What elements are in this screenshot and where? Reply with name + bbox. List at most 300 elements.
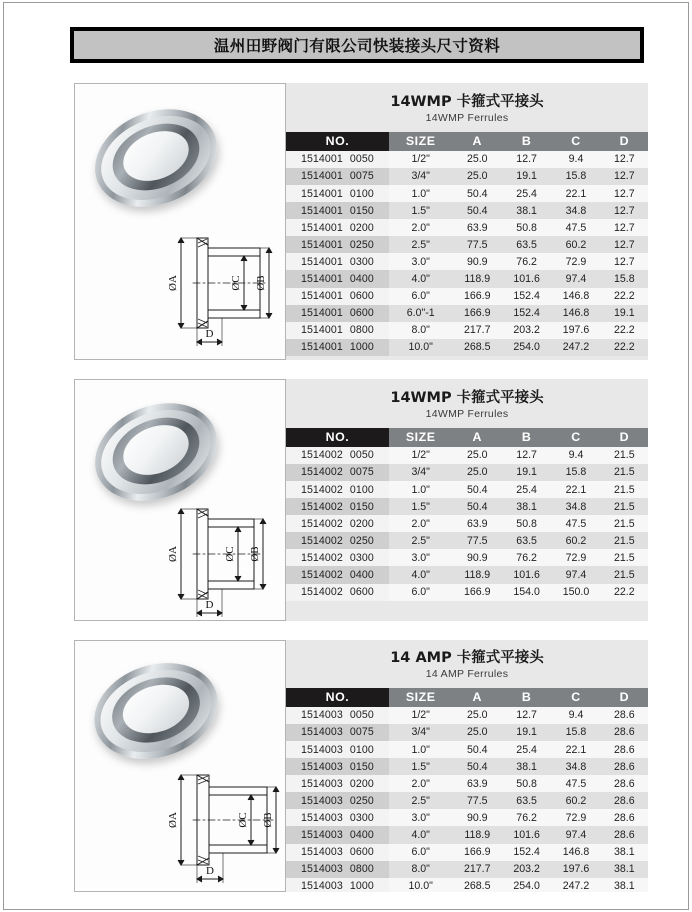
column-header-d: D bbox=[601, 688, 648, 707]
cell-a: 268.5 bbox=[453, 878, 502, 892]
cell-b: 101.6 bbox=[502, 826, 551, 843]
cell-size: 1.0" bbox=[389, 481, 453, 498]
part-number-prefix: 1514002 bbox=[300, 449, 343, 462]
part-number-prefix: 1514001 bbox=[300, 170, 343, 183]
part-number-suffix: 0050 bbox=[349, 449, 374, 462]
part-number-suffix: 0400 bbox=[349, 569, 374, 582]
column-header-a: A bbox=[453, 428, 502, 447]
cell-part-number bbox=[286, 464, 389, 481]
svg-text:D: D bbox=[205, 599, 214, 611]
cell-a: 25.0 bbox=[453, 151, 502, 168]
part-number-suffix: 0075 bbox=[349, 466, 374, 479]
table-row bbox=[286, 202, 648, 219]
product-section-1 bbox=[74, 83, 648, 360]
cell-b: 19.1 bbox=[502, 168, 551, 185]
cell-size: 1.5" bbox=[389, 758, 453, 775]
cell-c: 60.2 bbox=[551, 792, 600, 809]
part-number-suffix: 1000 bbox=[349, 341, 374, 354]
cell-b: 50.8 bbox=[502, 219, 551, 236]
cell-size: 2.0" bbox=[389, 219, 453, 236]
cell-d: 22.2 bbox=[601, 322, 648, 339]
cell-size: 6.0" bbox=[389, 584, 453, 601]
svg-text:ØB: ØB bbox=[249, 546, 261, 562]
part-number-prefix: 1514003 bbox=[300, 709, 343, 722]
part-number-suffix: 0600 bbox=[349, 290, 374, 303]
cell-size: 2.0" bbox=[389, 515, 453, 532]
ferrule-product-photo bbox=[85, 651, 235, 771]
section-title-cn: 14 AMP 卡箍式平接头 bbox=[390, 650, 544, 666]
cell-part-number bbox=[286, 878, 389, 892]
column-header-c: C bbox=[551, 428, 600, 447]
cell-a: 50.4 bbox=[453, 185, 502, 202]
cell-size: 1.0" bbox=[389, 185, 453, 202]
cell-d: 21.5 bbox=[601, 464, 648, 481]
cell-part-number bbox=[286, 707, 389, 724]
document-page bbox=[3, 2, 689, 910]
cell-size: 6.0" bbox=[389, 288, 453, 305]
part-number-suffix: 0250 bbox=[349, 794, 374, 807]
cell-size: 3/4" bbox=[389, 724, 453, 741]
cell-a: 50.4 bbox=[453, 498, 502, 515]
dimension-drawing bbox=[159, 761, 283, 889]
table-row bbox=[286, 775, 648, 792]
cell-d: 12.7 bbox=[601, 219, 648, 236]
part-number-suffix: 0075 bbox=[349, 726, 374, 739]
cell-c: 47.5 bbox=[551, 219, 600, 236]
ferrule-product-photo bbox=[85, 392, 235, 512]
table-row bbox=[286, 584, 648, 601]
cell-d: 38.1 bbox=[601, 861, 648, 878]
cell-b: 154.0 bbox=[502, 584, 551, 601]
cell-part-number bbox=[286, 826, 389, 843]
cell-b: 63.5 bbox=[502, 236, 551, 253]
table-row bbox=[286, 707, 648, 724]
table-row bbox=[286, 464, 648, 481]
column-header-a: A bbox=[453, 688, 502, 707]
part-number-suffix: 0100 bbox=[349, 483, 374, 496]
product-illustration-panel bbox=[74, 83, 286, 360]
cell-b: 76.2 bbox=[502, 549, 551, 566]
part-number-prefix: 1514001 bbox=[300, 204, 343, 217]
svg-text:ØA: ØA bbox=[167, 546, 179, 562]
cell-c: 72.9 bbox=[551, 809, 600, 826]
table-row bbox=[286, 270, 648, 287]
cell-d: 38.1 bbox=[601, 844, 648, 861]
cell-c: 60.2 bbox=[551, 532, 600, 549]
part-number-prefix: 1514001 bbox=[300, 255, 343, 268]
table-row bbox=[286, 236, 648, 253]
table-row bbox=[286, 724, 648, 741]
part-number-suffix: 0050 bbox=[349, 709, 374, 722]
part-number-prefix: 1514001 bbox=[300, 187, 343, 200]
table-row bbox=[286, 844, 648, 861]
svg-text:D: D bbox=[206, 865, 214, 877]
cell-size: 8.0" bbox=[389, 861, 453, 878]
table-row bbox=[286, 288, 648, 305]
column-header-size: SIZE bbox=[389, 688, 453, 707]
cell-a: 77.5 bbox=[453, 236, 502, 253]
cell-a: 77.5 bbox=[453, 792, 502, 809]
table-row bbox=[286, 878, 648, 892]
part-number-prefix: 1514003 bbox=[300, 777, 343, 790]
product-illustration-panel bbox=[74, 640, 286, 892]
svg-text:ØB: ØB bbox=[255, 275, 267, 291]
part-number-prefix: 1514003 bbox=[300, 760, 343, 773]
cell-b: 38.1 bbox=[502, 758, 551, 775]
cell-c: 150.0 bbox=[551, 584, 600, 601]
column-header-size: SIZE bbox=[389, 132, 453, 151]
cell-c: 97.4 bbox=[551, 826, 600, 843]
part-number-prefix: 1514003 bbox=[300, 829, 343, 842]
cell-size: 1/2" bbox=[389, 707, 453, 724]
cell-a: 90.9 bbox=[453, 549, 502, 566]
cell-a: 50.4 bbox=[453, 758, 502, 775]
cell-b: 12.7 bbox=[502, 151, 551, 168]
part-number-prefix: 1514002 bbox=[300, 534, 343, 547]
table-row bbox=[286, 498, 648, 515]
cell-d: 21.5 bbox=[601, 549, 648, 566]
part-number-prefix: 1514002 bbox=[300, 517, 343, 530]
part-number-suffix: 0400 bbox=[349, 829, 374, 842]
cell-size: 4.0" bbox=[389, 826, 453, 843]
cell-a: 217.7 bbox=[453, 861, 502, 878]
cell-part-number bbox=[286, 724, 389, 741]
part-number-prefix: 1514002 bbox=[300, 551, 343, 564]
part-number-suffix: 0100 bbox=[349, 743, 374, 756]
cell-d: 28.6 bbox=[601, 724, 648, 741]
spec-table-panel bbox=[286, 83, 648, 360]
table-header-row bbox=[286, 428, 648, 447]
cell-part-number bbox=[286, 775, 389, 792]
cell-d: 21.5 bbox=[601, 532, 648, 549]
cell-part-number bbox=[286, 339, 389, 356]
column-header-no: NO. bbox=[286, 428, 389, 447]
cell-c: 15.8 bbox=[551, 464, 600, 481]
table-row bbox=[286, 741, 648, 758]
section-heading bbox=[286, 379, 648, 422]
part-number-suffix: 0300 bbox=[349, 255, 374, 268]
part-number-suffix: 0800 bbox=[349, 863, 374, 876]
column-header-c: C bbox=[551, 688, 600, 707]
cell-d: 12.7 bbox=[601, 253, 648, 270]
specification-table bbox=[286, 132, 648, 356]
cell-d: 12.7 bbox=[601, 168, 648, 185]
ferrule-cross-section-drawing bbox=[159, 495, 283, 621]
part-number-suffix: 0150 bbox=[349, 760, 374, 773]
part-number-suffix: 0600 bbox=[349, 307, 374, 320]
cell-d: 21.5 bbox=[601, 566, 648, 583]
cell-c: 47.5 bbox=[551, 775, 600, 792]
cell-a: 25.0 bbox=[453, 168, 502, 185]
cell-b: 38.1 bbox=[502, 202, 551, 219]
cell-size: 10.0" bbox=[389, 878, 453, 892]
dimension-drawing bbox=[159, 224, 283, 352]
cell-b: 203.2 bbox=[502, 322, 551, 339]
cell-b: 12.7 bbox=[502, 447, 551, 464]
part-number-suffix: 0800 bbox=[349, 324, 374, 337]
cell-size: 1.0" bbox=[389, 741, 453, 758]
cell-d: 22.2 bbox=[601, 339, 648, 356]
column-header-d: D bbox=[601, 132, 648, 151]
cell-c: 72.9 bbox=[551, 549, 600, 566]
part-number-prefix: 1514003 bbox=[300, 863, 343, 876]
part-number-prefix: 1514001 bbox=[300, 153, 343, 166]
cell-c: 247.2 bbox=[551, 339, 600, 356]
cell-c: 9.4 bbox=[551, 151, 600, 168]
svg-text:ØC: ØC bbox=[224, 546, 236, 562]
cell-a: 50.4 bbox=[453, 202, 502, 219]
part-number-suffix: 0300 bbox=[349, 811, 374, 824]
cell-a: 118.9 bbox=[453, 826, 502, 843]
part-number-suffix: 0075 bbox=[349, 170, 374, 183]
cell-a: 217.7 bbox=[453, 322, 502, 339]
cell-d: 22.2 bbox=[601, 584, 648, 601]
column-header-no: NO. bbox=[286, 132, 389, 151]
cell-size: 3.0" bbox=[389, 253, 453, 270]
table-row bbox=[286, 322, 648, 339]
cell-b: 101.6 bbox=[502, 566, 551, 583]
section-title-en: 14WMP Ferrules bbox=[425, 112, 509, 125]
cell-part-number bbox=[286, 322, 389, 339]
cell-part-number bbox=[286, 202, 389, 219]
cell-part-number bbox=[286, 236, 389, 253]
cell-b: 203.2 bbox=[502, 861, 551, 878]
cell-size: 2.5" bbox=[389, 532, 453, 549]
cell-a: 166.9 bbox=[453, 305, 502, 322]
part-number-prefix: 1514003 bbox=[300, 743, 343, 756]
cell-size: 2.5" bbox=[389, 236, 453, 253]
cell-part-number bbox=[286, 447, 389, 464]
cell-part-number bbox=[286, 305, 389, 322]
table-row bbox=[286, 792, 648, 809]
cell-b: 254.0 bbox=[502, 339, 551, 356]
cell-size: 3/4" bbox=[389, 464, 453, 481]
ferrule-cross-section-drawing bbox=[159, 224, 283, 352]
table-row bbox=[286, 305, 648, 322]
part-number-suffix: 1000 bbox=[349, 880, 374, 892]
cell-c: 146.8 bbox=[551, 288, 600, 305]
table-row bbox=[286, 219, 648, 236]
cell-d: 15.8 bbox=[601, 270, 648, 287]
part-number-prefix: 1514001 bbox=[300, 273, 343, 286]
cell-b: 25.4 bbox=[502, 481, 551, 498]
cell-size: 4.0" bbox=[389, 270, 453, 287]
cell-d: 28.6 bbox=[601, 741, 648, 758]
svg-text:ØA: ØA bbox=[167, 812, 179, 828]
table-row bbox=[286, 339, 648, 356]
cell-c: 97.4 bbox=[551, 270, 600, 287]
cell-part-number bbox=[286, 861, 389, 878]
specification-table bbox=[286, 428, 648, 601]
cell-part-number bbox=[286, 481, 389, 498]
cell-a: 77.5 bbox=[453, 532, 502, 549]
spec-table-panel bbox=[286, 640, 648, 892]
part-number-prefix: 1514002 bbox=[300, 586, 343, 599]
table-row bbox=[286, 481, 648, 498]
cell-c: 34.8 bbox=[551, 498, 600, 515]
cell-c: 146.8 bbox=[551, 305, 600, 322]
table-row bbox=[286, 758, 648, 775]
cell-a: 166.9 bbox=[453, 288, 502, 305]
cell-b: 152.4 bbox=[502, 844, 551, 861]
cell-a: 118.9 bbox=[453, 270, 502, 287]
part-number-suffix: 0150 bbox=[349, 500, 374, 513]
part-number-prefix: 1514003 bbox=[300, 880, 343, 892]
cell-d: 28.6 bbox=[601, 707, 648, 724]
cell-size: 1/2" bbox=[389, 447, 453, 464]
cell-b: 50.8 bbox=[502, 515, 551, 532]
cell-c: 15.8 bbox=[551, 168, 600, 185]
cell-part-number bbox=[286, 792, 389, 809]
cell-part-number bbox=[286, 270, 389, 287]
cell-c: 9.4 bbox=[551, 707, 600, 724]
cell-c: 22.1 bbox=[551, 481, 600, 498]
cell-c: 197.6 bbox=[551, 322, 600, 339]
product-section-3 bbox=[74, 640, 648, 892]
page-title: 温州田野阀门有限公司快装接头尺寸资料 bbox=[213, 37, 501, 55]
cell-a: 90.9 bbox=[453, 253, 502, 270]
dimension-drawing bbox=[159, 495, 283, 621]
cell-d: 28.6 bbox=[601, 809, 648, 826]
cell-part-number bbox=[286, 844, 389, 861]
cell-b: 152.4 bbox=[502, 305, 551, 322]
column-header-b: B bbox=[502, 428, 551, 447]
part-number-prefix: 1514001 bbox=[300, 290, 343, 303]
cell-d: 21.5 bbox=[601, 481, 648, 498]
table-row bbox=[286, 826, 648, 843]
cell-d: 12.7 bbox=[601, 185, 648, 202]
part-number-prefix: 1514001 bbox=[300, 341, 343, 354]
cell-d: 19.1 bbox=[601, 305, 648, 322]
cell-a: 166.9 bbox=[453, 584, 502, 601]
cell-b: 63.5 bbox=[502, 532, 551, 549]
cell-size: 1/2" bbox=[389, 151, 453, 168]
cell-c: 22.1 bbox=[551, 741, 600, 758]
product-section-2 bbox=[74, 379, 648, 621]
table-row bbox=[286, 168, 648, 185]
table-row bbox=[286, 447, 648, 464]
part-number-suffix: 0600 bbox=[349, 586, 374, 599]
cell-a: 50.4 bbox=[453, 481, 502, 498]
cell-d: 12.7 bbox=[601, 202, 648, 219]
part-number-suffix: 0150 bbox=[349, 204, 374, 217]
part-number-prefix: 1514001 bbox=[300, 324, 343, 337]
table-row bbox=[286, 809, 648, 826]
cell-c: 60.2 bbox=[551, 236, 600, 253]
cell-d: 38.1 bbox=[601, 878, 648, 892]
table-row bbox=[286, 253, 648, 270]
spec-table-panel bbox=[286, 379, 648, 621]
cell-b: 19.1 bbox=[502, 724, 551, 741]
cell-part-number bbox=[286, 219, 389, 236]
cell-size: 6.0"-1 bbox=[389, 305, 453, 322]
ferrule-product-photo bbox=[85, 98, 235, 218]
cell-c: 146.8 bbox=[551, 844, 600, 861]
svg-text:ØC: ØC bbox=[230, 275, 242, 291]
table-row bbox=[286, 151, 648, 168]
cell-size: 8.0" bbox=[389, 322, 453, 339]
part-number-prefix: 1514001 bbox=[300, 238, 343, 251]
section-title-en: 14 AMP Ferrules bbox=[425, 668, 509, 681]
column-header-size: SIZE bbox=[389, 428, 453, 447]
cell-part-number bbox=[286, 584, 389, 601]
cell-a: 166.9 bbox=[453, 844, 502, 861]
cell-d: 28.6 bbox=[601, 758, 648, 775]
section-heading bbox=[286, 640, 648, 682]
part-number-prefix: 1514002 bbox=[300, 500, 343, 513]
cell-size: 2.0" bbox=[389, 775, 453, 792]
column-header-d: D bbox=[601, 428, 648, 447]
cell-b: 50.8 bbox=[502, 775, 551, 792]
cell-part-number bbox=[286, 758, 389, 775]
cell-d: 28.6 bbox=[601, 775, 648, 792]
cell-a: 90.9 bbox=[453, 809, 502, 826]
table-header-row bbox=[286, 132, 648, 151]
part-number-suffix: 0200 bbox=[349, 221, 374, 234]
part-number-suffix: 0400 bbox=[349, 273, 374, 286]
cell-c: 197.6 bbox=[551, 861, 600, 878]
cell-b: 38.1 bbox=[502, 498, 551, 515]
table-row bbox=[286, 549, 648, 566]
part-number-prefix: 1514002 bbox=[300, 569, 343, 582]
cell-b: 152.4 bbox=[502, 288, 551, 305]
cell-c: 15.8 bbox=[551, 724, 600, 741]
cell-b: 76.2 bbox=[502, 809, 551, 826]
cell-part-number bbox=[286, 151, 389, 168]
cell-d: 28.6 bbox=[601, 792, 648, 809]
part-number-suffix: 0200 bbox=[349, 777, 374, 790]
cell-b: 63.5 bbox=[502, 792, 551, 809]
cell-a: 118.9 bbox=[453, 566, 502, 583]
cell-b: 76.2 bbox=[502, 253, 551, 270]
cell-d: 28.6 bbox=[601, 826, 648, 843]
cell-c: 47.5 bbox=[551, 515, 600, 532]
section-heading bbox=[286, 83, 648, 126]
part-number-prefix: 1514002 bbox=[300, 466, 343, 479]
column-header-no: NO. bbox=[286, 688, 389, 707]
cell-b: 101.6 bbox=[502, 270, 551, 287]
cell-a: 63.9 bbox=[453, 219, 502, 236]
cell-d: 12.7 bbox=[601, 236, 648, 253]
table-row bbox=[286, 566, 648, 583]
ferrule-cross-section-drawing bbox=[159, 761, 283, 889]
cell-d: 21.5 bbox=[601, 515, 648, 532]
table-header-row bbox=[286, 688, 648, 707]
section-title-cn: 14WMP 卡箍式平接头 bbox=[390, 94, 544, 110]
cell-c: 34.8 bbox=[551, 758, 600, 775]
document-title-banner bbox=[70, 27, 644, 63]
column-header-b: B bbox=[502, 132, 551, 151]
cell-b: 25.4 bbox=[502, 185, 551, 202]
cell-size: 3/4" bbox=[389, 168, 453, 185]
cell-part-number bbox=[286, 288, 389, 305]
part-number-prefix: 1514003 bbox=[300, 794, 343, 807]
cell-c: 97.4 bbox=[551, 566, 600, 583]
section-title-cn: 14WMP 卡箍式平接头 bbox=[390, 390, 544, 406]
cell-size: 3.0" bbox=[389, 809, 453, 826]
cell-c: 72.9 bbox=[551, 253, 600, 270]
cell-part-number bbox=[286, 809, 389, 826]
cell-size: 4.0" bbox=[389, 566, 453, 583]
part-number-prefix: 1514002 bbox=[300, 483, 343, 496]
cell-b: 12.7 bbox=[502, 707, 551, 724]
section-title-en: 14WMP Ferrules bbox=[425, 408, 509, 421]
svg-text:ØB: ØB bbox=[262, 812, 274, 828]
product-illustration-panel bbox=[74, 379, 286, 621]
cell-size: 1.5" bbox=[389, 202, 453, 219]
cell-c: 247.2 bbox=[551, 878, 600, 892]
cell-size: 10.0" bbox=[389, 339, 453, 356]
